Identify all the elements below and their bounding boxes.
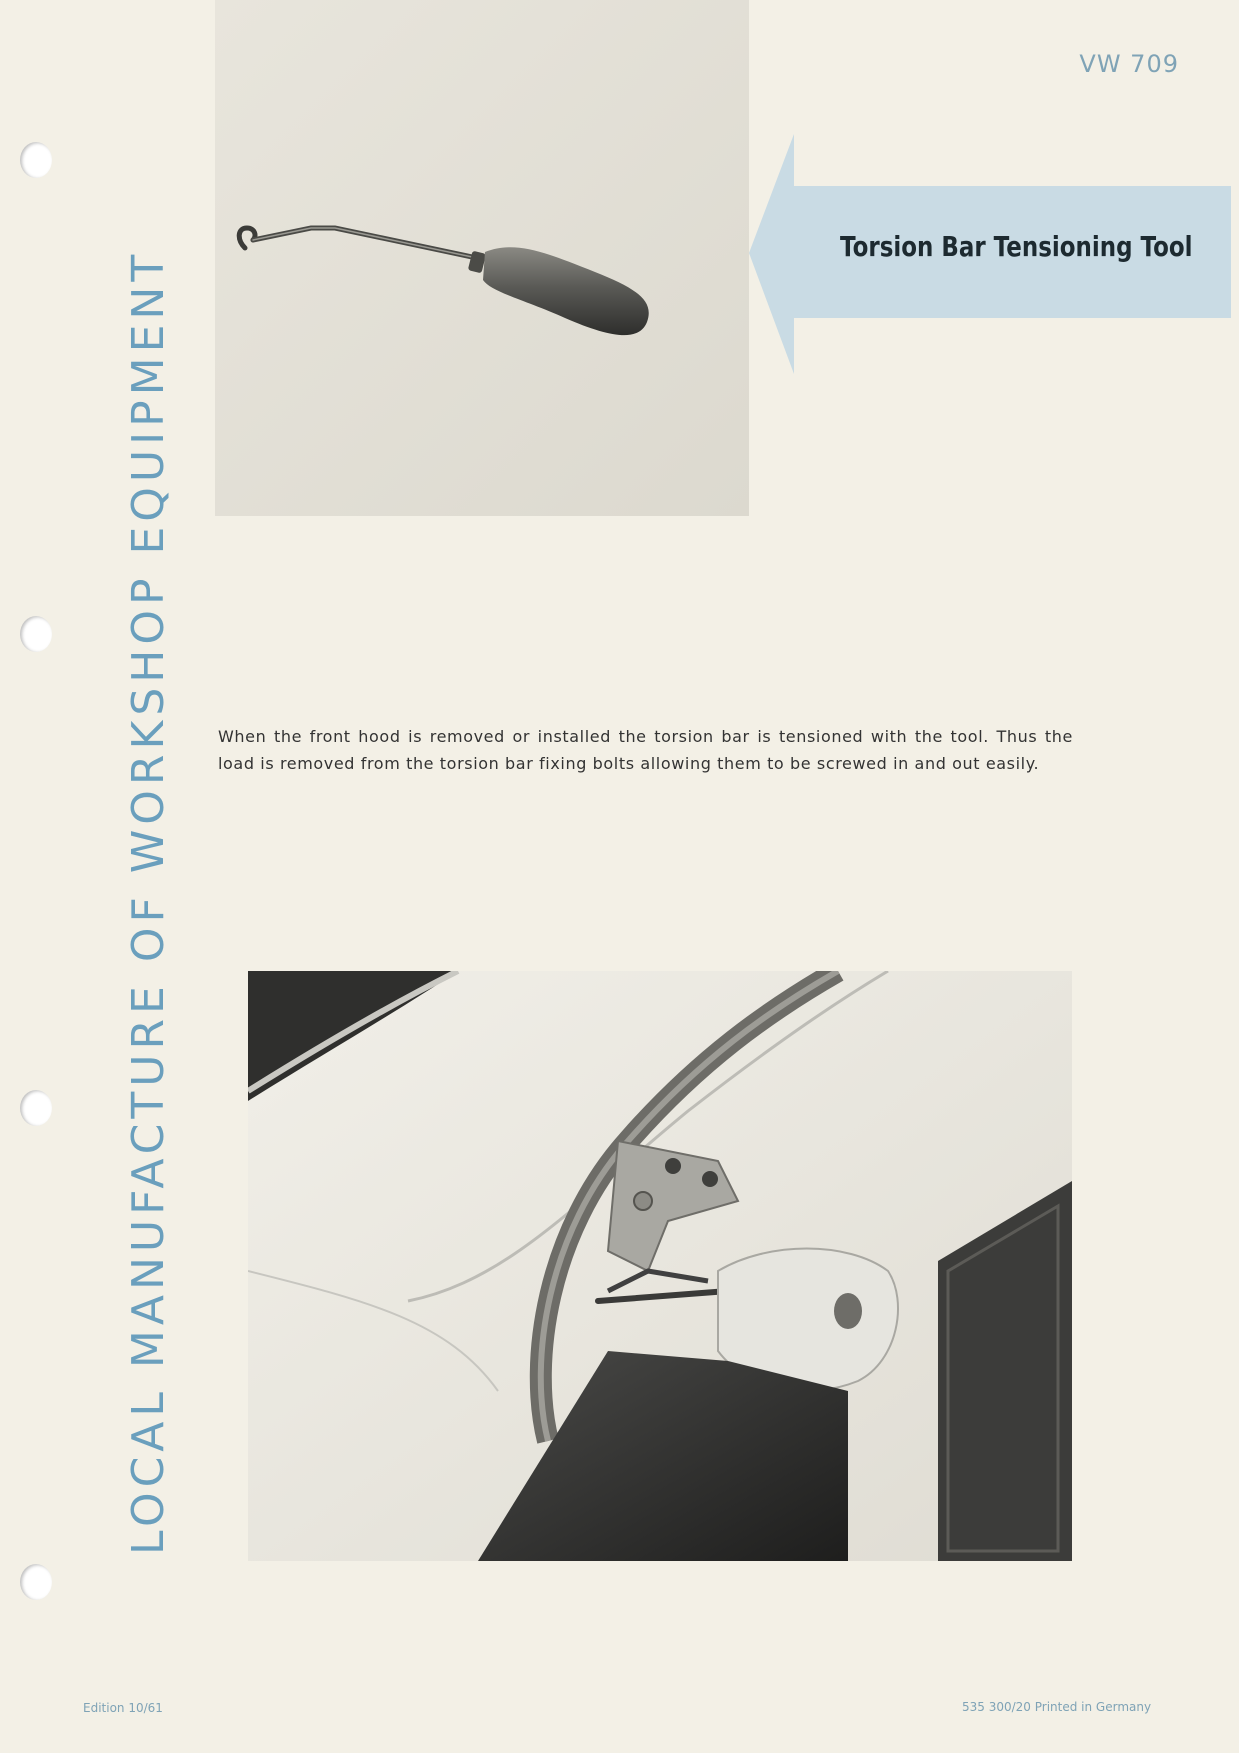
punch-hole [20,1564,52,1600]
edition-label: Edition 10/61 [83,1701,163,1715]
punch-hole [20,142,52,178]
tool-photo [215,0,749,516]
tool-description: When the front hood is removed or installed the torsion bar is tensioned with the tool. Thus the load is removed from the torsion bar fixing bolts allowing them to be screwed in and out easily. [218,727,1073,773]
torsion-bar-tool-illustration [215,0,749,516]
usage-photo [248,971,1072,1561]
tool-title: Torsion Bar Tensioning Tool [840,230,1193,263]
document-number: VW 709 [1079,50,1179,78]
print-info: 535 300/20 Printed in Germany [962,1700,1152,1714]
side-title: LOCAL MANUFACTURE OF WORKSHOP EQUIPMENT [123,249,174,1555]
punch-hole [20,1090,52,1126]
hood-hinge-tensioning-illustration [248,971,1072,1561]
punch-hole [20,616,52,652]
